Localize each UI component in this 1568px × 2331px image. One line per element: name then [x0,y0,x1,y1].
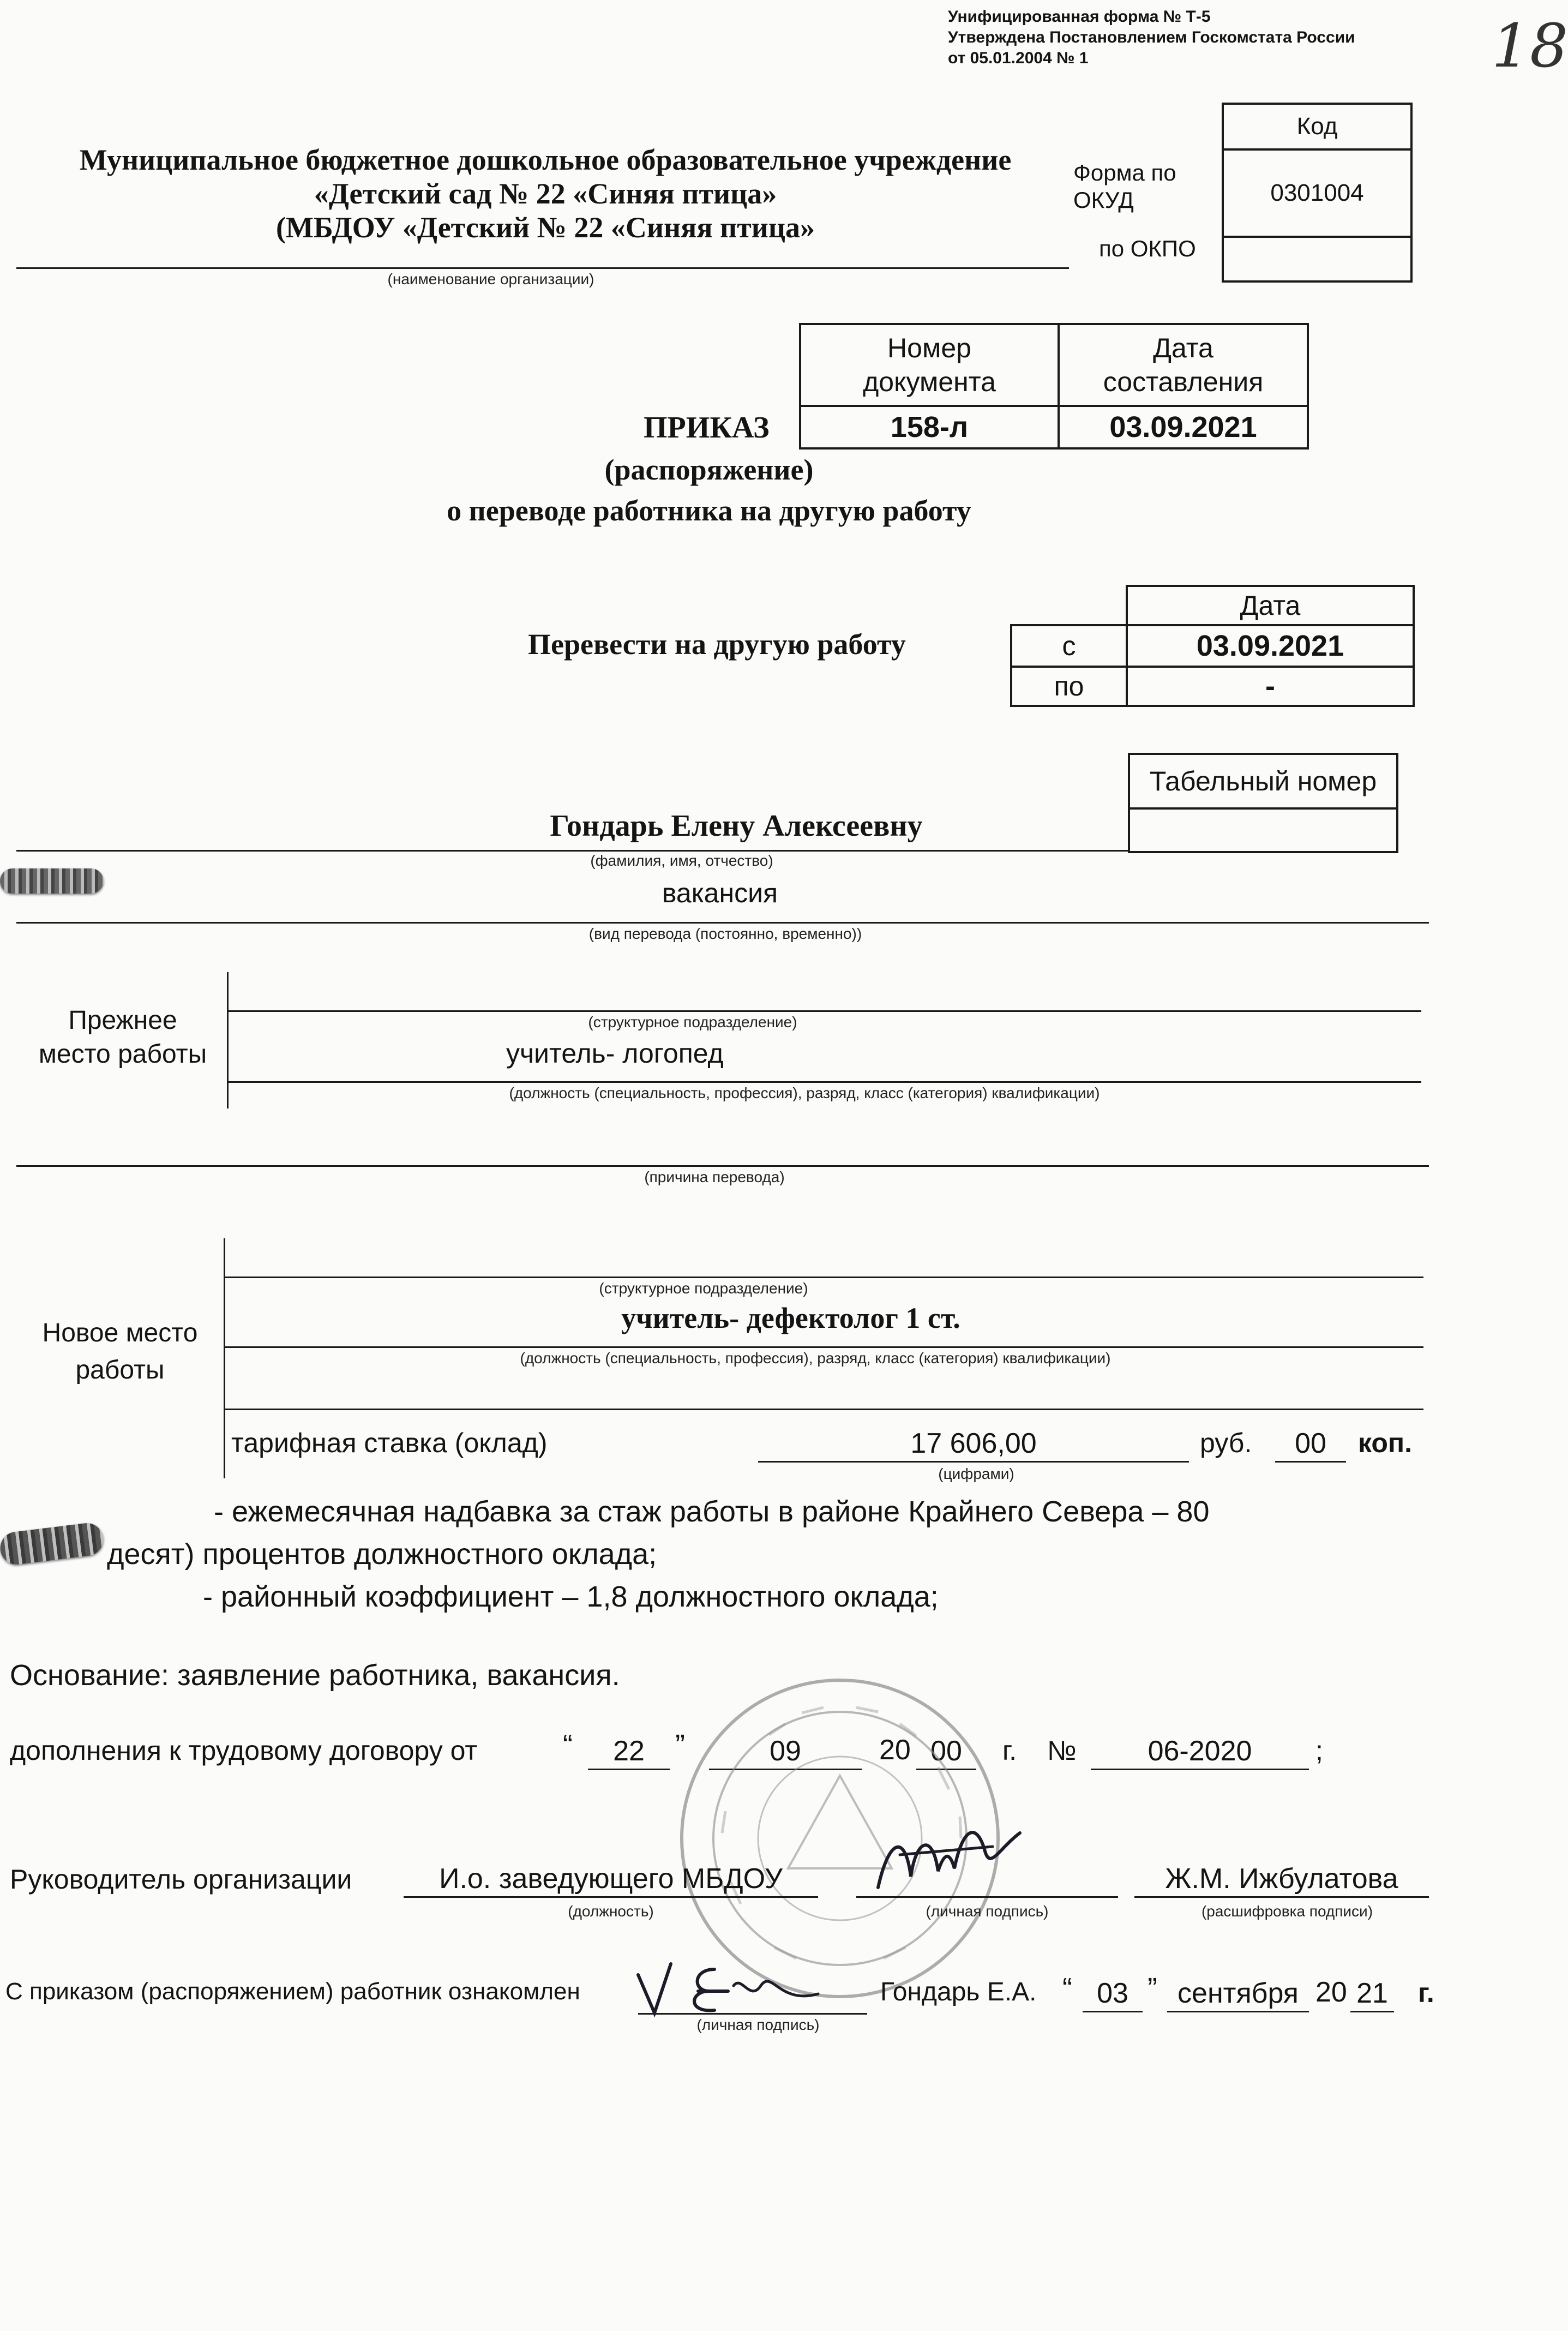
salary-label: тарифная ставка (оклад) [231,1428,548,1458]
rub-label: руб. [1200,1428,1252,1458]
okud-label-line1: Форма по [1073,160,1176,185]
doc-number-header-line2: документа [863,367,996,397]
transfer-to-label: по [1011,667,1127,706]
organization-line2: «Детский сад № 22 «Синяя птица» [314,177,777,210]
reason-line [16,1165,1429,1167]
acquainted-signature-caption: (личная подпись) [696,2016,820,2033]
new-place-label-line1: Новое место [42,1319,198,1347]
previous-subdivision-line [227,1010,1421,1012]
organization-underline [16,267,1069,269]
new-subdivision-caption: (структурное подразделение) [599,1280,808,1297]
director-position-caption: (должность) [568,1903,654,1920]
supplement-day: 22 [588,1734,670,1770]
transfer-type-underline [16,922,1429,924]
supplement-number: 06-2020 [1091,1734,1309,1770]
okud-code: 0301004 [1223,149,1411,237]
binder-rivet-bottom [0,1521,105,1567]
allowance-north-cont: десят) процентов должностного оклада; [107,1538,657,1571]
new-place-label [16,1315,224,1389]
new-position-caption: (должность (специальность, профессия), разряд, класс (категория) квалификации) [520,1350,1111,1367]
doc-number-value: 158-л [800,406,1059,448]
previous-subdivision-caption: (структурное подразделение) [588,1014,797,1030]
form-reference [948,7,1355,69]
organization-caption: (наименование организации) [387,271,594,287]
acquainted-year: 21 [1350,1976,1394,2012]
tabel-number-value [1129,808,1397,852]
new-position-line [224,1346,1423,1348]
previous-label-line2: место работы [38,1040,207,1069]
transfer-to-date: - [1127,667,1414,706]
director-label: Руководитель организации [10,1864,352,1895]
new-subdivision-line [224,1277,1423,1278]
form-reference-line1: Унифицированная форма № Т-5 [948,8,1211,26]
director-signature [867,1817,1031,1904]
employee-name: Гондарь Елену Алексеевну [550,809,923,843]
acquainted-quote-close: ” [1148,1972,1157,2005]
transfer-label: Перевести на другую работу [528,628,906,661]
title-subject: о переводе работника на другую работу [447,494,971,527]
new-place-bracket [224,1238,225,1478]
okud-label-line2: ОКУД [1073,187,1134,213]
supplement-no-label: № [1047,1735,1077,1766]
transfer-dates-table [1010,585,1415,707]
transfer-type-caption: (вид перевода (постоянно, временно)) [588,925,862,942]
binder-rivet-top [0,868,104,894]
transfer-from-label: с [1011,625,1127,667]
tabel-number-table [1128,753,1398,853]
okud-label [1073,159,1176,214]
director-name-caption: (расшифровка подписи) [1201,1903,1373,1920]
kop-label: коп. [1358,1428,1412,1458]
supplement-g: г. [1002,1735,1017,1766]
code-header: Код [1223,104,1411,149]
previous-position-caption: (должность (специальность, профессия), разряд, класс (категория) квалификации) [509,1084,1100,1101]
basis: Основание: заявление работника, вакансия. [10,1659,620,1692]
employee-name-caption: (фамилия, имя, отчество) [590,852,773,869]
doc-date-header-line1: Дата [1153,333,1213,363]
previous-position-line [227,1081,1421,1083]
supplement-end: ; [1315,1735,1323,1766]
reason-caption: (причина перевода) [644,1169,785,1185]
doc-number-header [800,324,1059,406]
doc-date-value: 03.09.2021 [1059,406,1308,448]
page-number-mark: 18 [1492,11,1568,81]
acquainted-quote-open: “ [1062,1972,1072,2005]
previous-position: учитель- логопед [506,1038,724,1069]
previous-label-line1: Прежнее [68,1006,177,1035]
new-place-label-line2: работы [75,1356,165,1385]
form-reference-line3: от 05.01.2004 № 1 [948,49,1089,67]
salary-digits-caption: (цифрами) [938,1465,1014,1482]
acquainted-month: сентября [1167,1976,1309,2012]
acquainted-name: Гондарь Е.А. [880,1978,1037,2006]
new-extra-line [224,1409,1423,1410]
supplement-quote-close: ” [675,1729,685,1761]
doc-date-header-line2: составления [1103,367,1264,397]
transfer-from-date: 03.09.2021 [1127,625,1414,667]
transfer-date-header: Дата [1127,586,1414,625]
organization-name [16,143,1074,244]
director-position: И.о. заведующего МБДОУ [404,1861,818,1898]
transfer-type: вакансия [662,878,778,908]
organization-line1: Муниципальное бюджетное дошкольное образовательное учреждение [79,143,1012,176]
okpo-code [1223,237,1411,281]
allowance-north: - ежемесячная надбавка за стаж работы в районе Крайнего Севера – 80 [214,1495,1210,1528]
title-prikaz: ПРИКАЗ [644,411,770,445]
director-name: Ж.М. Ижбулатова [1134,1861,1429,1898]
previous-label [16,1004,229,1071]
doc-date-header [1059,324,1308,406]
director-signature-caption: (личная подпись) [926,1903,1049,1920]
acquainted-label: С приказом (распоряжением) работник ознакомлен [5,1978,580,2005]
salary-value: 17 606,00 [758,1426,1189,1463]
title-rasporyazhenie: (распоряжение) [604,453,814,486]
supplement-quote-open: “ [563,1729,573,1761]
employee-name-underline [16,850,1129,852]
new-position: учитель- дефектолог 1 ст. [621,1302,960,1334]
acquainted-year-prefix: 20 [1315,1976,1347,2008]
acquainted-day: 03 [1083,1976,1143,2012]
kop-value: 00 [1275,1426,1346,1463]
supplement-year: 00 [916,1734,976,1770]
codes-table [1222,103,1413,283]
okpo-label: по ОКПО [1099,236,1196,261]
allowance-regional: - районный коэффициент – 1,8 должностного оклада; [203,1580,939,1613]
tabel-number-header: Табельный номер [1129,754,1397,808]
supplement-label: дополнения к трудовому договору от [10,1735,478,1766]
supplement-month: 09 [709,1734,862,1770]
supplement-year-prefix: 20 [879,1734,911,1766]
doc-number-header-line1: Номер [887,333,971,363]
employee-signature [633,1953,829,2024]
form-reference-line2: Утверждена Постановлением Госкомстата России [948,28,1355,46]
document-table [799,323,1309,450]
organization-line3: (МБДОУ «Детский № 22 «Синяя птица» [276,211,815,244]
acquainted-g: г. [1418,1978,1434,2008]
